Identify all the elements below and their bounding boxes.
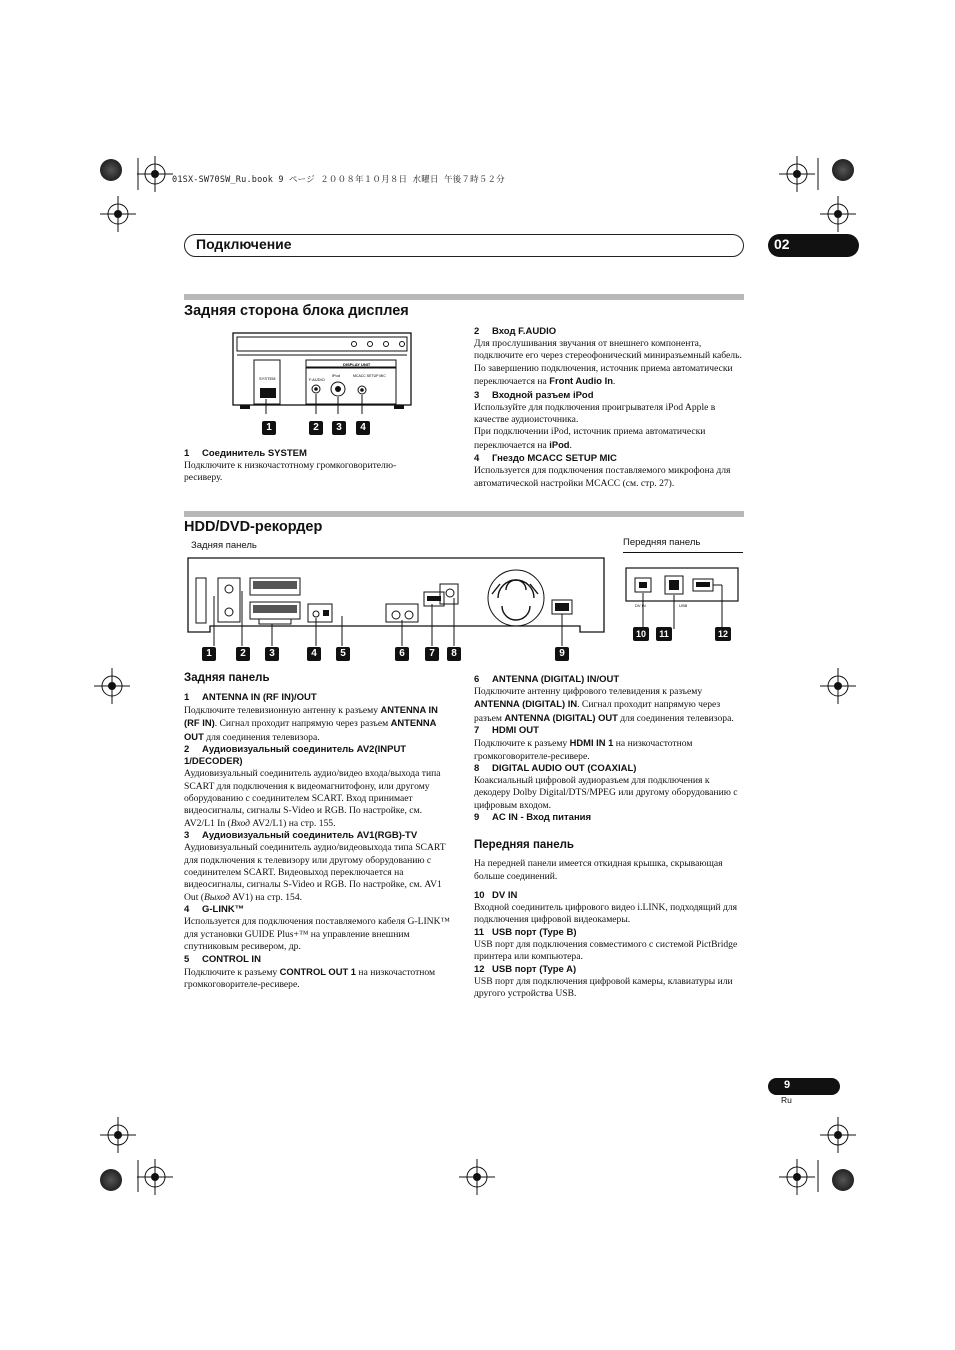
item-heading: 12 USB порт (Type A)	[474, 963, 577, 975]
callout-8: 8	[447, 647, 461, 661]
callout-1: 1	[262, 421, 276, 435]
page-number: 9	[784, 1079, 791, 1091]
page-language: Ru	[781, 1095, 792, 1105]
rear-panel-caption: Задняя панель	[191, 540, 257, 551]
item-heading: 6 ANTENNA (DIGITAL) IN/OUT	[474, 674, 620, 685]
item-heading: 3 Аудиовизуальный соединитель AV1(RGB)-TV	[184, 830, 418, 842]
callout-3: 3	[332, 421, 346, 435]
section-rule	[184, 294, 744, 300]
item-heading: 2 Аудиовизуальный соединитель AV2(INPUT 1/DECODER)	[184, 744, 407, 768]
front-caption-rule	[623, 552, 743, 553]
page-number-tab	[768, 1078, 840, 1095]
callout-1: 1	[202, 647, 216, 661]
item-heading: 4 G-LINK™	[184, 904, 245, 916]
front-panel-intro: На передней панели имеется откидная крышка, скрывающая больше соединений.	[474, 858, 723, 882]
item-heading: 2 Вход F.AUDIO	[474, 326, 557, 337]
item-body: Для прослушивания звучания от внешнего компонента, подключите его через стереофонический миниразъемный кабель. По завершению подключения, источник приема автоматически переключается на Front Audio In.	[474, 338, 742, 388]
callout-12: 12	[715, 627, 731, 641]
section-rule	[184, 511, 744, 517]
svg-text:iPod: iPod	[332, 373, 341, 378]
callout-7: 7	[425, 647, 439, 661]
section-heading: Задняя сторона блока дисплея	[184, 303, 409, 319]
chapter-title: Подключение	[196, 236, 292, 252]
callout-4: 4	[307, 647, 321, 661]
item-body: USB порт для подключения совместимого с системой PictBridge принтера или компьютера.	[474, 938, 738, 963]
item-heading: 11 USB порт (Type B)	[474, 926, 577, 938]
print-metadata: 01SX-SW70SW_Ru.book 9 ページ ２００８年１０月８日 水曜日 午後７時５２分	[172, 175, 505, 185]
item-heading: 10 DV IN	[474, 890, 518, 902]
item-heading: 4 Гнездо MCACC SETUP MIC	[474, 453, 617, 465]
item-body: Подключите телевизионную антенну к разъему ANTENNA IN (RF IN). Сигнал проходит напрямую через разъем ANTENNA OUT для соединения телевизора.	[184, 704, 438, 743]
item-heading: 1 ANTENNA IN (RF IN)/OUT	[184, 692, 317, 703]
rear-items-left	[184, 672, 454, 991]
item-heading: 3 Входной разъем iPod	[474, 389, 594, 401]
callout-3: 3	[265, 647, 279, 661]
item-heading: 5 CONTROL IN	[184, 953, 261, 965]
svg-text:DISPLAY UNIT: DISPLAY UNIT	[343, 362, 371, 367]
rear-items-right	[474, 674, 744, 1001]
display-item-1	[184, 448, 454, 485]
display-items-right	[474, 326, 744, 490]
chapter-number: 02	[774, 236, 790, 252]
svg-text:USB: USB	[679, 603, 688, 608]
item-body: USB порт для подключения цифровой камеры, клавиатуры или другого устройства USB.	[474, 975, 733, 1000]
item-body: Коаксиальный цифровой аудиоразъем для подключения к декодеру Dolby Digital/DTS/MPEG или другому оборудованию с цифровым входом.	[474, 775, 738, 811]
section-heading: HDD/DVD-рекордер	[184, 519, 323, 535]
svg-text:DV IN: DV IN	[635, 603, 646, 608]
item-heading: 1 Соединитель SYSTEM	[184, 448, 307, 459]
callout-2: 2	[236, 647, 250, 661]
rear-panel-illustration	[186, 556, 606, 646]
item-body: Подключите к разъему CONTROL OUT 1 на низкочастотном громкоговорителе-ресивере.	[184, 965, 436, 990]
front-panel-illustration	[625, 567, 740, 629]
item-body: Аудиовизуальный соединитель аудио/видео входа/выхода типа SCART для подключения к видеомагнитофону, или другому оборудованию с соединителем SCART. Вход принимает видеосигналы, сигналы S-Video и RGB. По настройке, см. AV2/L1 In (Вход AV2/L1) на стр. 155.	[184, 768, 441, 829]
item-heading: 8 DIGITAL AUDIO OUT (COAXIAL)	[474, 763, 637, 775]
callout-9: 9	[555, 647, 569, 661]
front-panel-caption: Передняя панель	[623, 537, 701, 548]
callout-5: 5	[336, 647, 350, 661]
svg-text:F.AUDIO: F.AUDIO	[309, 377, 325, 382]
item-body: Используйте для подключения проигрывателя iPod Apple в качестве аудиоисточника. При подключении iPod, источник приема автоматически переключается на iPod.	[474, 401, 716, 451]
callout-11: 11	[656, 627, 672, 641]
callout-4: 4	[356, 421, 370, 435]
callout-10: 10	[633, 627, 649, 641]
item-body: Входной соединитель цифрового видео i.LINK, подходящий для подключения цифровой видеокамеры.	[474, 902, 738, 926]
front-panel-subheading: Передняя панель	[474, 839, 575, 852]
callout-6: 6	[395, 647, 409, 661]
rear-panel-subheading: Задняя панель	[184, 672, 270, 684]
svg-text:MCACC SETUP MIC: MCACC SETUP MIC	[353, 374, 386, 378]
svg-text:SYSTEM: SYSTEM	[259, 376, 276, 381]
display-unit-illustration	[232, 332, 412, 414]
item-body: Используется для подключения поставляемого микрофона для автоматической настройки MCACC (см. стр. 27).	[474, 465, 731, 489]
item-body: Подключите к разъему HDMI IN 1 на низкочастотном громкоговорителе-ресивере.	[474, 737, 693, 762]
item-heading: 7 HDMI OUT	[474, 725, 539, 737]
item-body: Используется для подключения поставляемого кабеля G-LINK™ для установки GUIDE Plus+™ на управление внешним спутниковым ресивером, др.	[184, 916, 450, 953]
item-body: Подключите антенну цифрового телевидения к разъему ANTENNA (DIGITAL) IN. Сигнал проходит напрямую через разъем ANTENNA (DIGITAL) OUT для соединения телевизора.	[474, 686, 734, 724]
item-heading: 9 AC IN - Вход питания	[474, 812, 592, 824]
item-body: Аудиовизуальный соединитель аудио/видеовыхода типа SCART для подключения к телевизору или другому оборудованию с соединителем SCART. Видеовыход переключается на видеосигналы, сигналы S-Video и RGB. По настройке, см. AV1 Out (Выход AV1) на стр. 154.	[184, 842, 446, 903]
item-body: Подключите к низкочастотному громкоговорителю-ресиверу.	[184, 460, 397, 484]
callout-2: 2	[309, 421, 323, 435]
